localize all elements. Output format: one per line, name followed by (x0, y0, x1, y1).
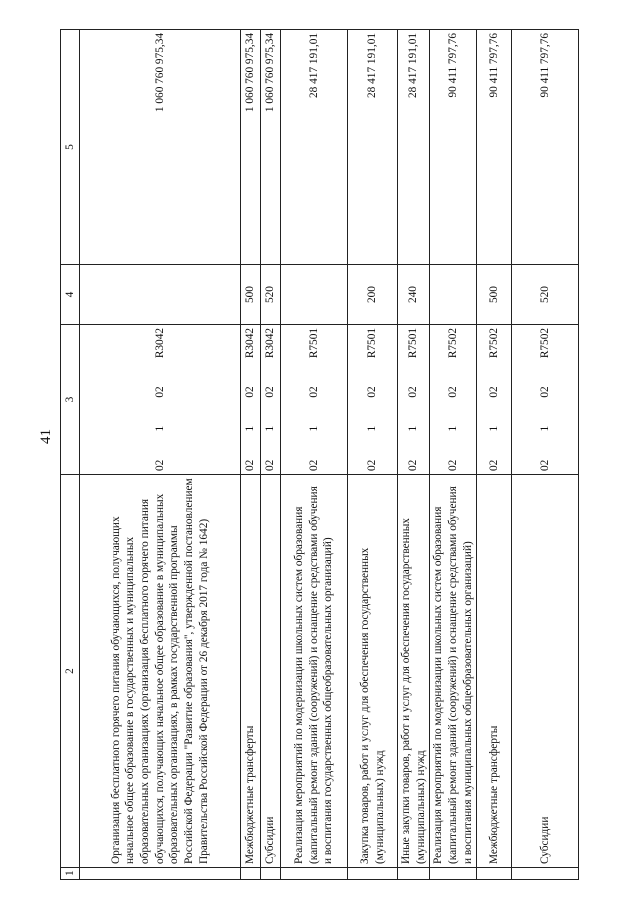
code-event: 02 (539, 386, 552, 398)
code-subprogram: 1 (539, 425, 552, 432)
table-row (477, 30, 512, 880)
row-empty-cell (80, 868, 241, 880)
row-expense-type (430, 265, 477, 325)
row-code (281, 325, 348, 475)
row-empty-cell (348, 868, 398, 880)
row-amount: 90 411 797,76 (512, 30, 579, 265)
header-col-3: 3 (61, 325, 80, 475)
table-row (241, 30, 261, 880)
table-row (512, 30, 579, 880)
code-event: 02 (366, 386, 379, 398)
row-name: Межбюджетные трансферты (241, 475, 261, 868)
header-col-4: 4 (61, 265, 80, 325)
row-expense-type: 520 (512, 265, 579, 325)
row-empty-cell (512, 868, 579, 880)
code-event: 02 (244, 386, 257, 398)
row-expense-type: 200 (348, 265, 398, 325)
row-code (261, 325, 281, 475)
row-name: Реализация мероприятий по модернизации школьных систем образования (капитальный ремонт зданий (сооружений) и оснащение средствами обучения и воспитания государственных общеобразовательных организаций) (281, 475, 348, 868)
row-name: Закупка товаров, работ и услуг для обеспечения государственных (муниципальных) нужд (348, 475, 398, 868)
code-subprogram: 1 (447, 425, 460, 432)
code-subprogram: 1 (307, 425, 320, 432)
code-event: 02 (447, 386, 460, 398)
header-row (61, 30, 80, 880)
code-program: 02 (488, 459, 501, 471)
code-program: 02 (244, 459, 257, 471)
code-event: 02 (407, 386, 420, 398)
code-direction: R7501 (307, 328, 320, 359)
row-amount: 90 411 797,76 (430, 30, 477, 265)
code-event: 02 (153, 386, 166, 398)
code-subprogram: 1 (488, 425, 501, 432)
row-empty-cell (281, 868, 348, 880)
row-code (241, 325, 261, 475)
row-name: Субсидии (261, 475, 281, 868)
row-code (80, 325, 241, 475)
table-row (80, 30, 241, 880)
code-subprogram: 1 (407, 425, 420, 432)
code-subprogram: 1 (366, 425, 379, 432)
code-event: 02 (488, 386, 501, 398)
row-expense-type: 520 (261, 265, 281, 325)
code-direction: R7502 (488, 328, 501, 359)
code-direction: R7501 (407, 328, 420, 359)
code-program: 02 (307, 459, 320, 471)
row-amount: 1 060 760 975,34 (261, 30, 281, 265)
table-row (261, 30, 281, 880)
rotated-table-wrapper (60, 30, 560, 880)
row-expense-type: 240 (398, 265, 430, 325)
header-col-2: 2 (61, 475, 80, 868)
code-program: 02 (539, 459, 552, 471)
code-program: 02 (153, 459, 166, 471)
row-name: Межбюджетные трансферты (477, 475, 512, 868)
row-name: Организация бесплатного горячего питания обучающихся, получающих начальное общее образование в государственных и муниципальных образовательных организациях (организация бесплатного горячего питания обучающихся, получающих начальное общее образование в муниципальных образовательных организациях, в рамках государственной программы Российской Федерации "Развитие образования", утвержденной постановлением Правительства Российской Федерации от 26 декабря 2017 года № 1642) (80, 475, 241, 868)
row-code (477, 325, 512, 475)
row-amount: 1 060 760 975,34 (80, 30, 241, 265)
table-row (281, 30, 348, 880)
table-row (430, 30, 477, 880)
header-col-1: 1 (61, 868, 80, 880)
row-code (348, 325, 398, 475)
row-empty-cell (261, 868, 281, 880)
row-code (430, 325, 477, 475)
code-program: 02 (407, 459, 420, 471)
code-direction: R3042 (264, 328, 277, 359)
row-empty-cell (477, 868, 512, 880)
row-amount: 1 060 760 975,34 (241, 30, 261, 265)
code-event: 02 (307, 386, 320, 398)
row-expense-type: 500 (477, 265, 512, 325)
row-expense-type: 500 (241, 265, 261, 325)
code-subprogram: 1 (244, 425, 257, 432)
code-program: 02 (264, 459, 277, 471)
row-name: Реализация мероприятий по модернизации школьных систем образования (капитальный ремонт зданий (сооружений) и оснащение средствами обучения и воспитания муниципальных общеобразовательных организаций) (430, 475, 477, 868)
page-number: 41 (38, 429, 54, 444)
row-amount: 28 417 191,01 (398, 30, 430, 265)
budget-table (60, 29, 579, 880)
code-program: 02 (447, 459, 460, 471)
row-empty-cell (398, 868, 430, 880)
table-row (398, 30, 430, 880)
row-code (398, 325, 430, 475)
code-direction: R7502 (447, 328, 460, 359)
table-row (348, 30, 398, 880)
code-direction: R3042 (244, 328, 257, 359)
row-name: Субсидии (512, 475, 579, 868)
code-event: 02 (264, 386, 277, 398)
row-amount: 28 417 191,01 (348, 30, 398, 265)
code-direction: R3042 (153, 328, 166, 359)
header-col-5: 5 (61, 30, 80, 265)
code-direction: R7501 (366, 328, 379, 359)
row-name: Иные закупки товаров, работ и услуг для обеспечения государственных (муниципальных) нужд (398, 475, 430, 868)
row-empty-cell (430, 868, 477, 880)
code-subprogram: 1 (264, 425, 277, 432)
code-direction: R7502 (539, 328, 552, 359)
code-subprogram: 1 (153, 425, 166, 432)
row-expense-type (80, 265, 241, 325)
code-program: 02 (366, 459, 379, 471)
row-amount: 28 417 191,01 (281, 30, 348, 265)
row-empty-cell (241, 868, 261, 880)
row-amount: 90 411 797,76 (477, 30, 512, 265)
row-code (512, 325, 579, 475)
row-expense-type (281, 265, 348, 325)
